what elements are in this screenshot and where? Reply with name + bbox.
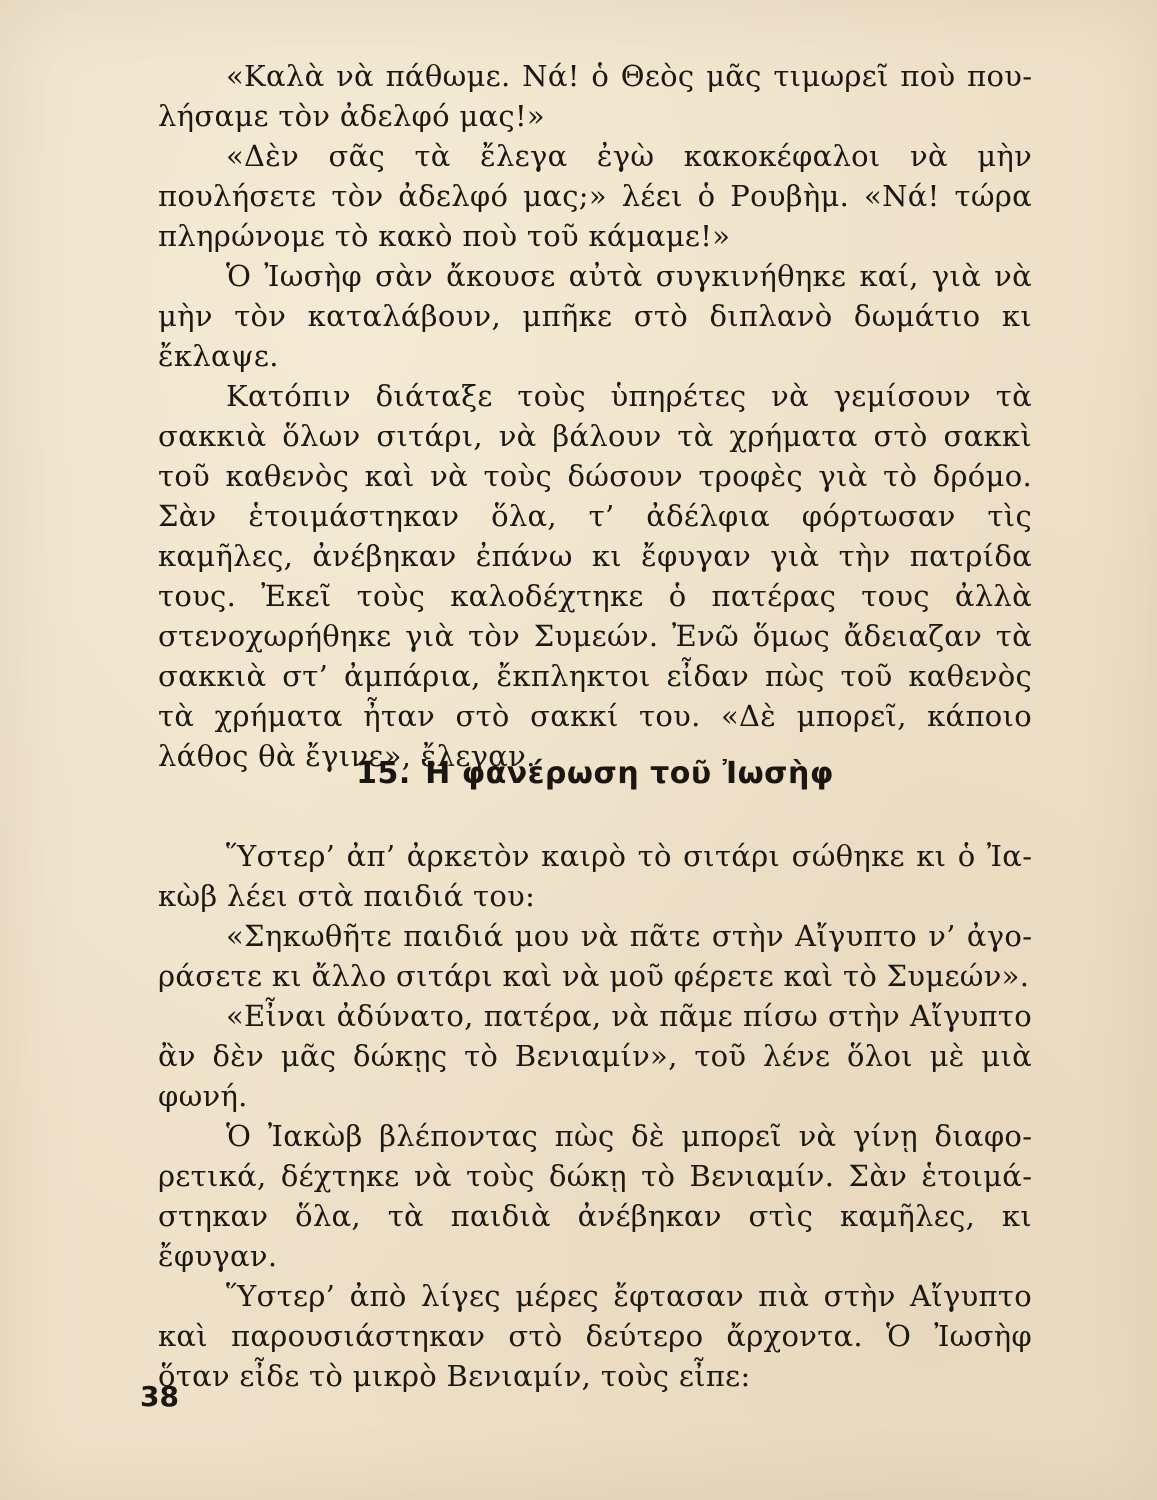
chapter-heading: 15. Ἡ φανέρωση τοῦ Ἰωσὴφ (356, 756, 834, 791)
paragraph: «Καλὰ νὰ πάθωμε. Νά! ὁ Θεὸς μᾶς τιμωρεῖ ποὺ πουλήσαμε τὸν ἀδελφό μας!» (158, 59, 1032, 133)
section-text-bottom (158, 836, 1032, 1396)
paragraph: Ὕστερ’ ἀπ’ ἀρκετὸν καιρὸ τὸ σιτάρι σώθηκε κι ὁ Ἰακὼβ λέει στὰ παιδιά του: (158, 839, 1032, 913)
paragraph: Ὕστερ’ ἀπὸ λίγες μέρες ἔφτασαν πιὰ στὴν Αἴγυπτο καὶ παρουσιάστηκαν στὸ δεύτερο ἄρχοντα. Ὁ Ἰωσὴφ ὅταν εἶδε τὸ μικρὸ Βενιαμίν, τοὺς εἶπε: (158, 1279, 1032, 1393)
paragraph: «Σηκωθῆτε παιδιά μου νὰ πᾶτε στὴν Αἴγυπτο ν’ ἀγοράσετε κι ἄλλο σιτάρι καὶ νὰ μοῦ φέρετε καὶ τὸ Συμεών». (158, 919, 1032, 993)
page-number: 38 (140, 1380, 179, 1413)
section-text-top (158, 56, 1032, 776)
paragraph: Ὁ Ἰωσὴφ σὰν ἄκουσε αὐτὰ συγκινήθηκε καί, γιὰ νὰ μὴν τὸν καταλάβουν, μπῆκε στὸ διπλανὸ δωμάτιο κι ἔκλαψε. (158, 259, 1032, 373)
paragraph: «Εἶναι ἀδύνατο, πατέρα, νὰ πᾶμε πίσω στὴν Αἴγυπτο ἂν δὲν μᾶς δώκῃς τὸ Βενιαμίν», τοῦ λένε ὅλοι μὲ μιὰ φωνή. (158, 999, 1032, 1113)
paragraph: «Δὲν σᾶς τὰ ἔλεγα ἐγὼ κακοκέφαλοι νὰ μὴν πουλήσετε τὸν ἀδελφό μας;» λέει ὁ Ρουβὴμ. «Νά! τώρα πληρώνομε τὸ κακὸ ποὺ τοῦ κάμαμε!» (158, 139, 1032, 253)
paragraph: Ὁ Ἰακὼβ βλέποντας πὼς δὲ μπορεῖ νὰ γίνῃ διαφορετικά, δέχτηκε νὰ τοὺς δώκῃ τὸ Βενιαμίν. Σὰν ἑτοιμάστηκαν ὅλα, τὰ παιδιὰ ἀνέβηκαν στὶς καμῆλες, κι ἔφυγαν. (158, 1119, 1032, 1273)
paragraph: Κατόπιν διάταξε τοὺς ὑπηρέτες νὰ γεμίσουν τὰ σακκιὰ ὅλων σιτάρι, νὰ βάλουν τὰ χρήματα στὸ σακκὶ τοῦ καθενὸς καὶ νὰ τοὺς δώσουν τροφὲς γιὰ τὸ δρόμο. Σὰν ἑτοιμάστηκαν ὅλα, τ’ ἀδέλφια φόρτωσαν τὶς καμῆλες, ἀνέβηκαν ἐπάνω κι ἔφυγαν γιὰ τὴν πατρίδα τους. Ἐκεῖ τοὺς καλοδέχτηκε ὁ πατέρας τους ἀλλὰ στενοχωρήθηκε γιὰ τὸν Συμεών. Ἐνῶ ὅμως ἄδειαζαν τὰ σακκιὰ στ’ ἀμπάρια, ἔκπληκτοι εἶδαν πὼς τοῦ καθενὸς τὰ χρήματα ἦταν στὸ σακκί του. «Δὲ μπορεῖ, κάποιο λάθος θὰ ἔγινε», ἔλεγαν. (158, 379, 1032, 773)
